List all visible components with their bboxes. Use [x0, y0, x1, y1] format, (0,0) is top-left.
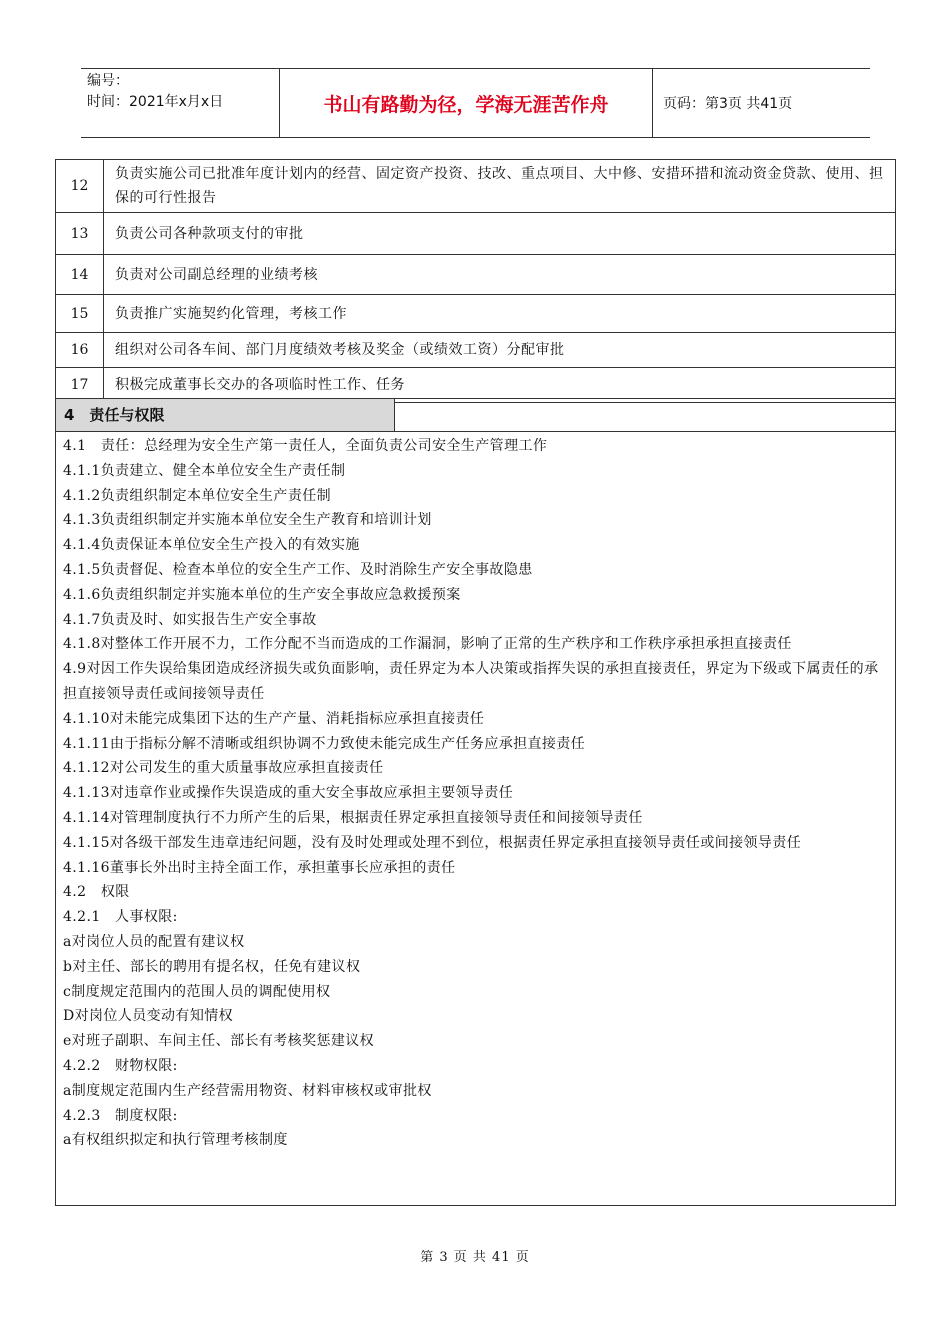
page-footer: 第 3 页 共 41 页: [420, 1250, 530, 1265]
page-header: [81, 68, 870, 138]
row-text: 负责实施公司已批准年度计划内的经营、固定资产投资、技改、重点项目、大中修、安措环措和流动资金贷款、使用、担保的可行性报告: [104, 160, 896, 213]
row-text: 负责推广实施契约化管理，考核工作: [104, 295, 896, 333]
section-line: 4.1.7负责及时、如实报告生产安全事故: [63, 611, 317, 628]
section-line: a有权组织拟定和执行管理考核制度: [63, 1132, 288, 1149]
section-body: [63, 434, 889, 1153]
row-number: 17: [56, 368, 104, 403]
section-responsibility-authority: [55, 398, 896, 1206]
table-row: [56, 255, 896, 295]
section-line: 4.1.12对公司发生的重大质量事故应承担直接责任: [63, 760, 384, 777]
section-line: 4.1.15对各级干部发生违章违纪问题，没有及时处理或处理不到位，根据责任界定承担直接领导责任或间接领导责任: [63, 834, 802, 851]
row-text: 组织对公司各车间、部门月度绩效考核及奖金（或绩效工资）分配审批: [104, 333, 896, 368]
row-text: 负责对公司副总经理的业绩考核: [104, 255, 896, 295]
table-row: [56, 213, 896, 255]
header-page-info: 页码：第3页 共41页: [663, 96, 793, 112]
section-line: 4.1.6负责组织制定并实施本单位的生产安全事故应急救援预案: [63, 586, 461, 603]
section-line: 4.1.13对违章作业或操作失误造成的重大安全事故应承担主要领导责任: [63, 785, 514, 802]
header-meta: [81, 69, 280, 137]
section-line: a对岗位人员的配置有建议权: [63, 933, 245, 950]
section-line: 4.1.2负责组织制定本单位安全生产责任制: [63, 487, 332, 504]
table-row: [56, 295, 896, 333]
section-line: 4.9对因工作失误给集团造成经济损失或负面影响，责任界定为本人决策或指挥失误的承担直接责任，界定为下级或下属责任的承担直接领导责任或间接领导责任: [63, 661, 879, 702]
section-line: 4.1.14对管理制度执行不力所产生的后果，根据责任界定承担直接领导责任和间接领导责任: [63, 809, 643, 826]
header-motto: 书山有路勤为径，学海无涯苦作舟: [280, 69, 653, 137]
row-number: 14: [56, 255, 104, 295]
document-time-label: 时间：2021年x月x日: [87, 94, 224, 110]
section-line: 4.2.1 人事权限:: [63, 909, 178, 926]
section-line: 4.1 责任：总经理为安全生产第一责任人，全面负责公司安全生产管理工作: [63, 438, 548, 454]
table-row: [56, 333, 896, 368]
row-text: 积极完成董事长交办的各项临时性工作、任务: [104, 368, 896, 403]
section-line: a制度规定范围内生产经营需用物资、材料审核权或审批权: [63, 1082, 432, 1099]
row-number: 15: [56, 295, 104, 333]
section-line: 4.2.2 财物权限:: [63, 1057, 178, 1074]
section-line: 4.1.8对整体工作开展不力，工作分配不当而造成的工作漏洞，影响了正常的生产秩序和工作秩序承担承担直接责任: [63, 636, 792, 653]
section-line: 4.1.11由于指标分解不清晰或组织协调不力致使未能完成生产任务应承担直接责任: [63, 735, 586, 752]
section-title-spacer: [395, 399, 895, 432]
row-number: 16: [56, 333, 104, 368]
section-line: 4.1.10对未能完成集团下达的生产产量、消耗指标应承担直接责任: [63, 710, 485, 727]
section-line: 4.1.1负责建立、健全本单位安全生产责任制: [63, 462, 346, 479]
section-line: c制度规定范围内的范围人员的调配使用权: [63, 983, 331, 1000]
table-row: [56, 160, 896, 213]
row-number: 13: [56, 213, 104, 255]
section-line: 4.2 权限: [63, 884, 130, 901]
section-line: 4.1.4负责保证本单位安全生产投入的有效实施: [63, 537, 360, 554]
section-line: 4.1.3负责组织制定并实施本单位安全生产教育和培训计划: [63, 512, 432, 529]
section-line: 4.2.3 制度权限:: [63, 1107, 178, 1124]
document-number-label: 编号：: [87, 73, 129, 89]
section-line: 4.1.16董事长外出时主持全面工作，承担董事长应承担的责任: [63, 859, 456, 876]
section-line: D对岗位人员变动有知情权: [63, 1008, 234, 1025]
section-line: b对主任、部长的聘用有提名权，任免有建议权: [63, 958, 361, 975]
section-line: 4.1.5负责督促、检查本单位的安全生产工作、及时消除生产安全事故隐患: [63, 561, 533, 578]
row-text: 负责公司各种款项支付的审批: [104, 213, 896, 255]
section-title: 4 责任与权限: [56, 399, 395, 432]
row-number: 12: [56, 160, 104, 213]
section-line: e对班子副职、车间主任、部长有考核奖惩建议权: [63, 1033, 375, 1050]
duties-table: [55, 159, 896, 403]
